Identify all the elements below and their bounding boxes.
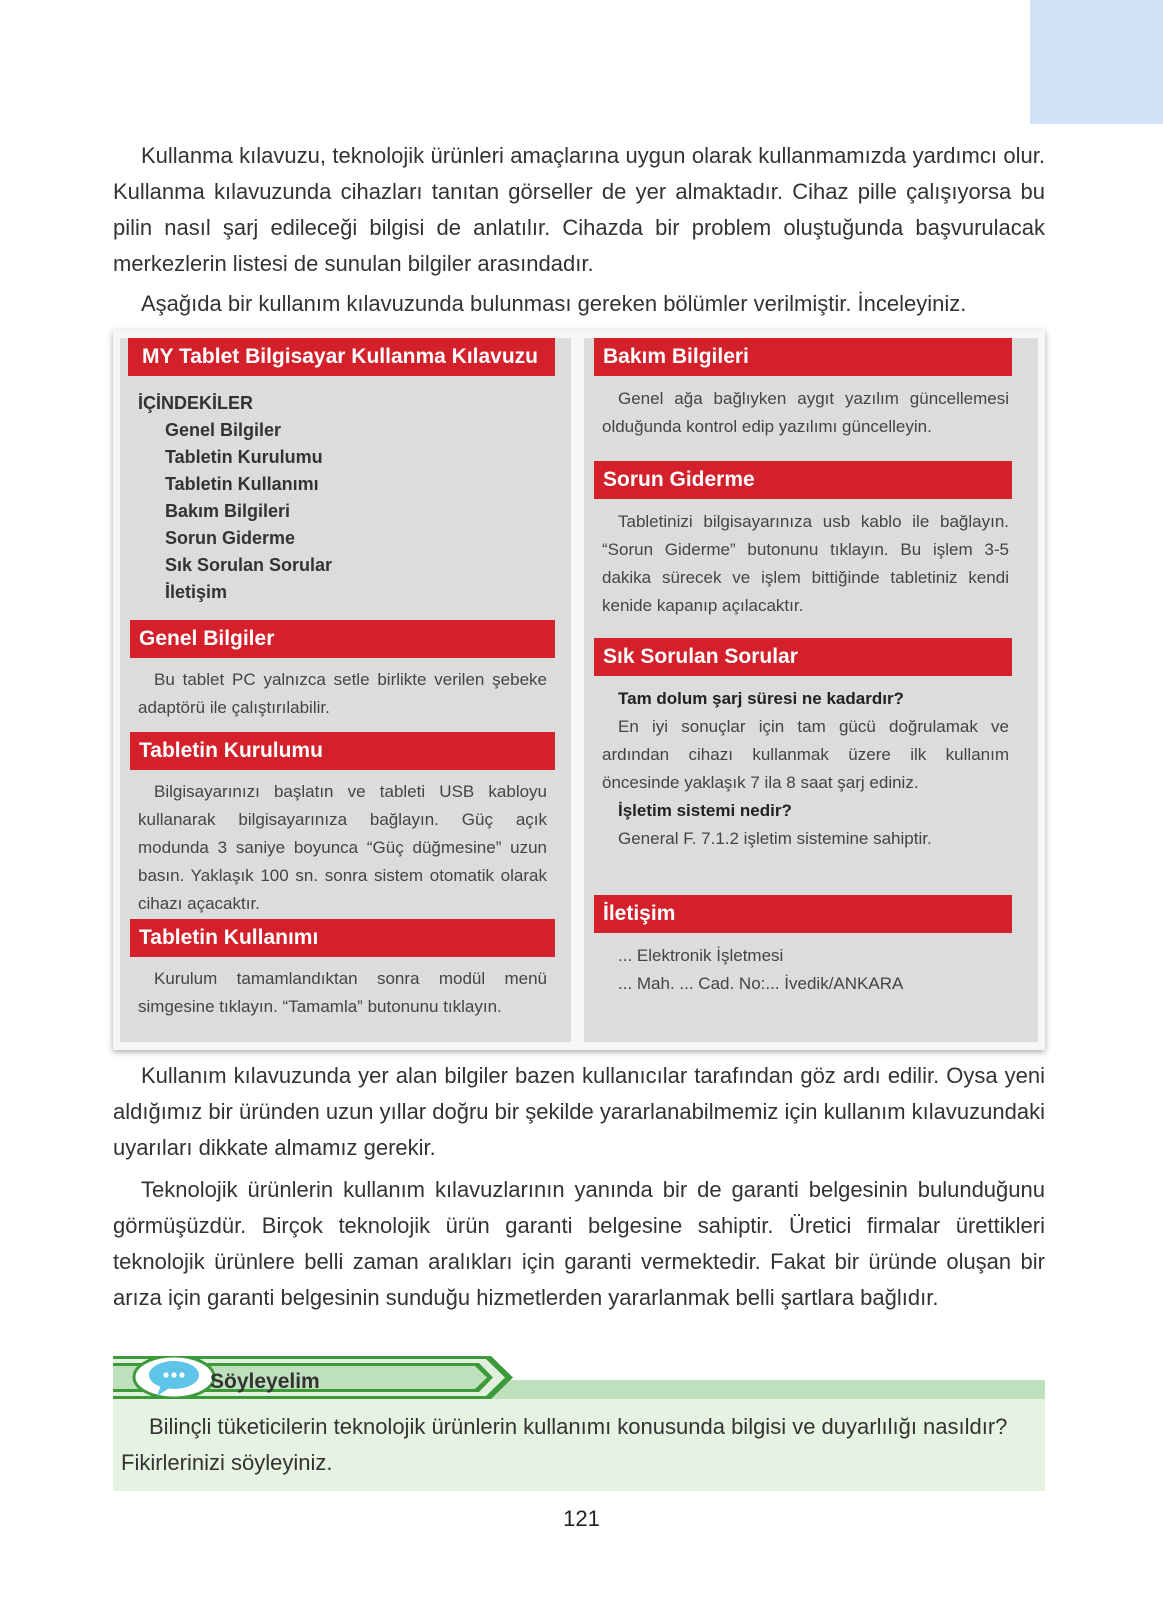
body-paragraph: Kullanım kılavuzunda yer alan bilgiler bazen kullanıcılar tarafından göz ardı edilir. Oysa yeni aldığımız bir üründen uzun yıllar doğru bir şekilde yararlanabilmemiz için kullanım kılavuzundaki uyarıları dikkate almamız gerekir. bbox=[113, 1063, 1045, 1160]
toc-item: Bakım Bilgileri bbox=[165, 501, 291, 521]
contact-line: ... Elektronik İşletmesi bbox=[618, 946, 784, 965]
body-paragraph: Teknolojik ürünlerin kullanım kılavuzlarının yanında bir de garanti belgesinin bulunduğunu görmüşüzdür. Birçok teknolojik ürün garanti belgesine sahiptir. Üretici firmalar ürettikleri teknolojik ürünlere belli zaman aralıkları için garanti vermektedir. Fakat bir üründe oluşan bir arıza için garanti belgesinin sunduğu hizmetlerden yararlanmak belli şartlara bağlıdır. bbox=[113, 1177, 1045, 1310]
manual-left-column bbox=[120, 338, 571, 1042]
manual-box bbox=[113, 330, 1045, 1050]
page-number: 121 bbox=[563, 1506, 600, 1531]
soyleyelim-text: Bilinçli tüketicilerin teknolojik ürünlerin kullanımı konusunda bilgisi ve duyarlılığı nasıldır? Fikirlerinizi söyleyiniz. bbox=[121, 1414, 1008, 1475]
soyleyelim-box bbox=[113, 1399, 1045, 1491]
toc-item: Sık Sorulan Sorular bbox=[165, 555, 333, 575]
instruction-paragraph: Aşağıda bir kullanım kılavuzunda bulunması gereken bölümler verilmiştir. İnceleyiniz. bbox=[141, 291, 967, 316]
speech-bubble-icon bbox=[131, 1356, 217, 1399]
section-text-sss bbox=[602, 685, 1009, 853]
faq-question: Tam dolum şarj süresi ne kadardır? bbox=[618, 689, 904, 708]
section-header-kullanim: Tabletin Kullanımı bbox=[130, 919, 555, 957]
toc-item: Tabletin Kullanımı bbox=[165, 474, 319, 494]
toc-title: İÇİNDEKİLER bbox=[138, 393, 254, 413]
corner-tab bbox=[1030, 0, 1163, 124]
section-header-bakim: Bakım Bilgileri bbox=[594, 338, 1012, 376]
contact-line: ... Mah. ... Cad. No:... İvedik/ANKARA bbox=[618, 974, 904, 993]
toc-item: İletişim bbox=[165, 582, 228, 602]
section-header-kurulum: Tabletin Kurulumu bbox=[130, 732, 555, 770]
section-text-sorun: Tabletinizi bilgisayarınıza usb kablo ile bağlayın. “Sorun Giderme” butonunu tıklayın. Bu işlem 3-5 dakika sürecek ve işlem bittiğinde tabletiniz kendi kenide kapanıp açılacaktır. bbox=[602, 512, 1009, 615]
section-text-iletisim bbox=[602, 942, 1009, 998]
faq-answer: General F. 7.1.2 işletim sistemine sahiptir. bbox=[618, 829, 932, 848]
manual-right-column bbox=[584, 338, 1038, 1042]
toc-item: Genel Bilgiler bbox=[165, 420, 282, 440]
toc-item: Sorun Giderme bbox=[165, 528, 296, 548]
section-header-genel: Genel Bilgiler bbox=[130, 620, 555, 658]
section-text-kullanim: Kurulum tamamlandıktan sonra modül menü simgesine tıklayın. “Tamamla” butonunu tıklayın. bbox=[138, 969, 547, 1016]
faq-answer: En iyi sonuçlar için tam gücü doğrulamak ve ardından cihazı kullanmak üzere ilk kullanım öncesinde yaklaşık 7 ila 8 saat şarj ediniz. bbox=[602, 717, 1009, 792]
section-header-sorun: Sorun Giderme bbox=[594, 461, 1012, 499]
section-header-iletisim: İletişim bbox=[594, 895, 1012, 933]
intro-paragraph: Kullanma kılavuzu, teknolojik ürünleri amaçlarına uygun olarak kullanmamızda yardımcı olur. Kullanma kılavuzunda cihazları tanıtan görseller de yer almaktadır. Cihaz pille çalışıyorsa bu pilin nasıl şarj edileceği bilgisi de anlatılır. Cihazda bir problem oluştuğunda başvurulacak merkezlerin listesi de sunulan bilgiler arasındadır. bbox=[113, 143, 1045, 276]
soyleyelim-title: Söyleyelim bbox=[210, 1370, 320, 1393]
toc-item: Tabletin Kurulumu bbox=[165, 447, 323, 467]
section-header-sss: Sık Sorulan Sorular bbox=[594, 638, 1012, 676]
section-text-kurulum: Bilgisayarınızı başlatın ve tableti USB kabloyu kullanarak bilgisayarınıza bağlayın. Güç açık modunda 3 saniye boyunca “Güç düğmesine” uzun basın. Yaklaşık 100 sn. sonra sistem otomatik olarak cihazı açacaktır. bbox=[138, 782, 547, 913]
manual-title: MY Tablet Bilgisayar Kullanma Kılavuzu bbox=[128, 338, 555, 376]
section-text-bakim: Genel ağa bağlıyken aygıt yazılım güncellemesi olduğunda kontrol edip yazılımı güncelleyin. bbox=[602, 389, 1009, 436]
faq-question: İşletim sistemi nedir? bbox=[618, 801, 792, 820]
section-text-genel: Bu tablet PC yalnızca setle birlikte verilen şebeke adaptörü ile çalıştırılabilir. bbox=[138, 670, 547, 717]
